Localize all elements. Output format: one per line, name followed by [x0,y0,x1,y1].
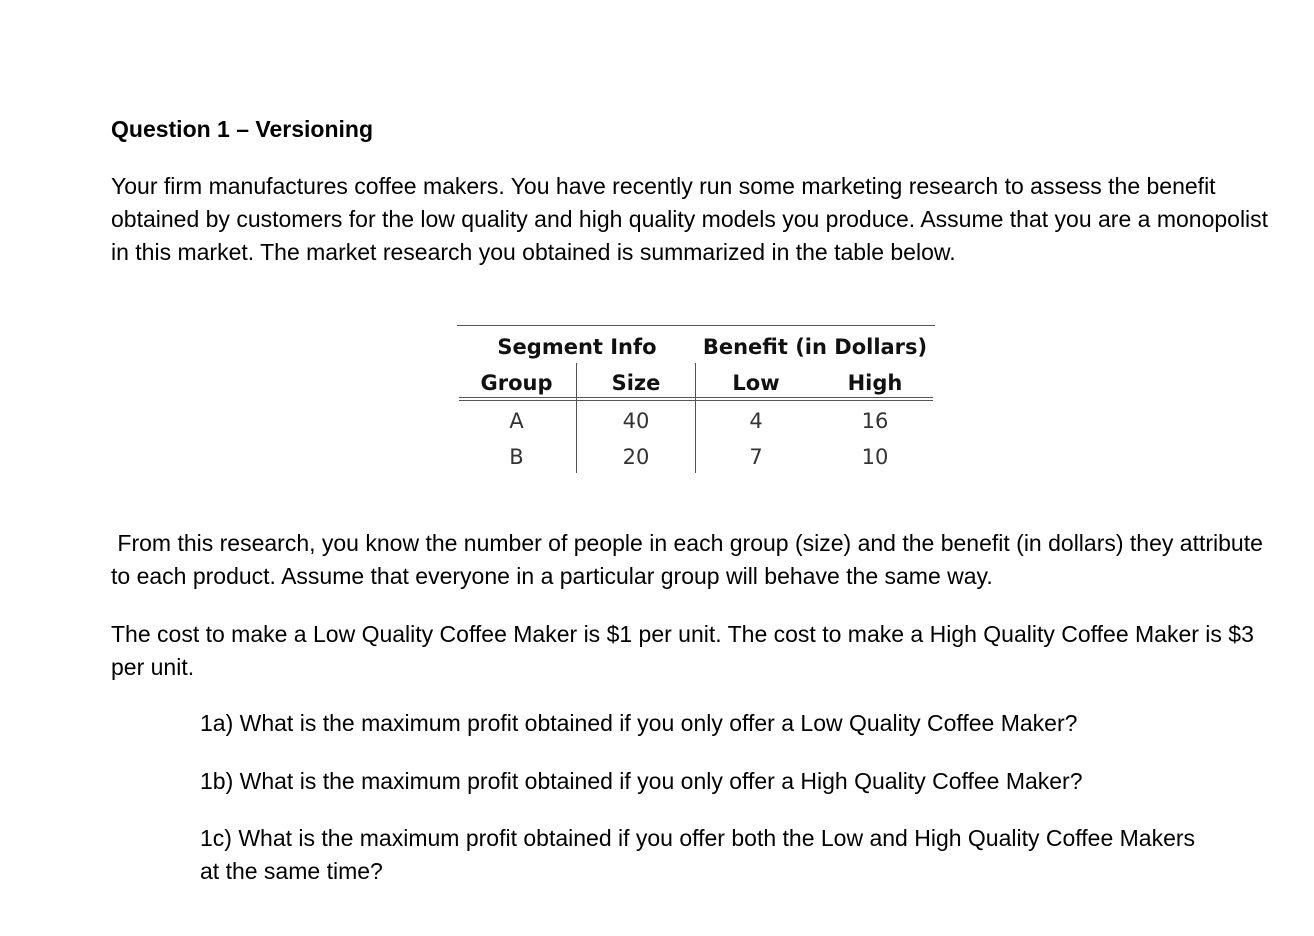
table-cell: 20 [622,445,650,469]
table-cell: 10 [861,445,889,469]
table-column-header: Size [611,371,661,395]
table-cell: A [509,409,524,433]
table-cell: 4 [749,409,763,433]
table-column-header: Group [480,371,553,395]
table-cell: 16 [861,409,889,433]
table-column-header: Low [732,371,780,395]
table-group-header-segment: Segment Info [497,335,657,359]
table-header-double-rule [459,397,933,401]
question-1c: 1c) What is the maximum profit obtained if you offer both the Low and High Quality Coffee Makers at the same time? [200,825,1196,884]
cost-note-paragraph: The cost to make a Low Quality Coffee Maker is $1 per unit. The cost to make a High Quality Coffee Maker is $3 per unit. [111,621,1254,680]
segment-benefit-table [457,325,935,475]
table-cell: 40 [622,409,650,433]
question-1b: 1b) What is the maximum profit obtained if you only offer a High Quality Coffee Maker? [200,768,1083,794]
table-column-header: High [847,371,903,395]
table-group-header-benefit: Benefit (in Dollars) [702,335,928,359]
intro-paragraph: Your firm manufactures coffee makers. You have recently run some marketing research to assess the benefit obtained by customers for the low quality and high quality models you produce. Assume that you are a monopolist in this market. The market research you obtained is summarized in the table below. [111,173,1269,265]
question-title: Question 1 – Versioning [111,116,374,142]
table-top-rule [457,325,935,326]
question-1a: 1a) What is the maximum profit obtained if you only offer a Low Quality Coffee Maker? [200,710,1078,736]
table-cell: B [509,445,524,469]
table-cell: 7 [749,445,763,469]
research-note-paragraph: From this research, you know the number of people in each group (size) and the benefit (in dollars) they attribute to each product. Assume that everyone in a particular group will behave the same way. [111,530,1270,589]
